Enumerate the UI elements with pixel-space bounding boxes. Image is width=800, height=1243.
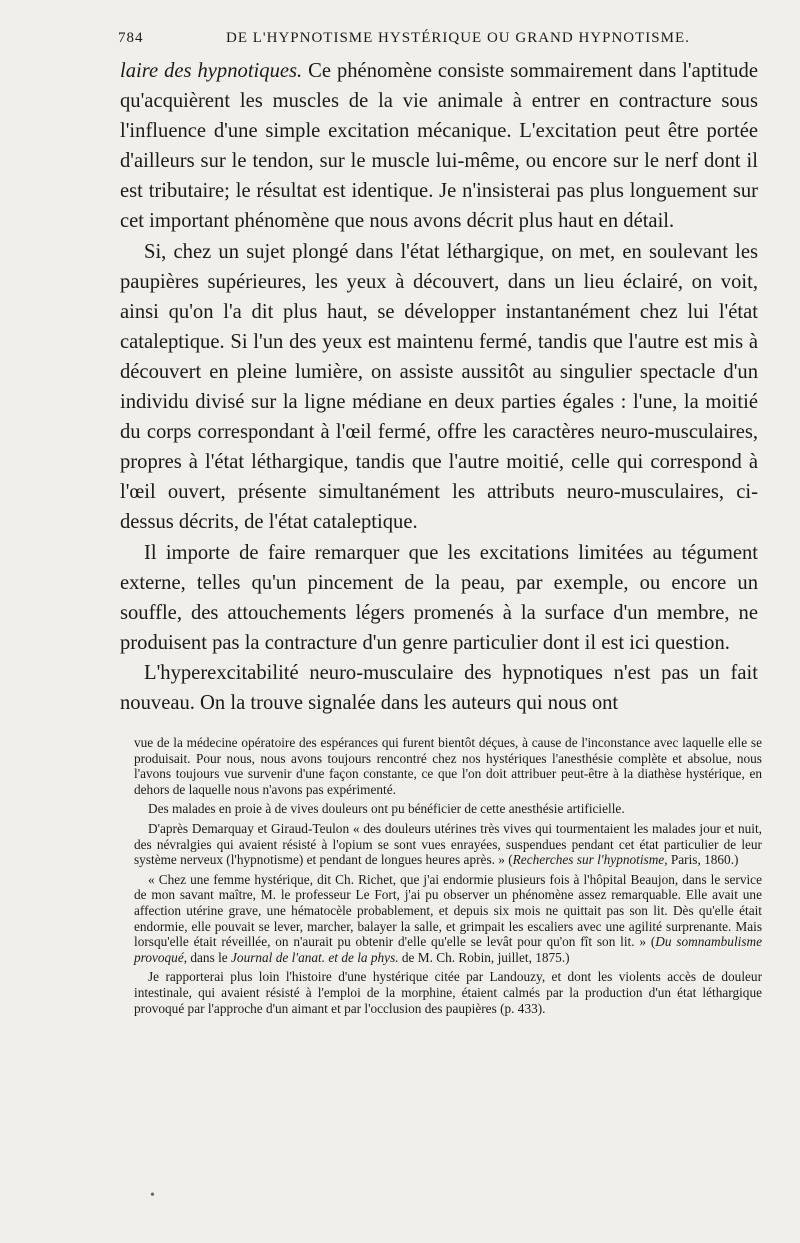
footnote-paragraph <box>134 821 762 868</box>
citation-title: Du somnambulisme provoqué <box>134 934 763 965</box>
footnote-text: de M. Ch. Robin, juillet, 1875.) <box>398 949 570 965</box>
footnote-text: , dans le <box>183 949 232 965</box>
running-head: DE L'HYPNOTISME HYSTÉRIQUE OU GRAND HYPNOTISME. <box>226 30 690 46</box>
main-text <box>120 56 758 718</box>
citation-journal: Journal de l'anat. et de la phys. <box>231 949 399 965</box>
italic-phrase: laire des hypnotiques. <box>120 60 303 82</box>
paragraph: L'hyperexcitabilité neuro-musculaire des hypnotiques n'est pas un fait nouveau. On la trouve signalée dans les auteurs qui nous ont <box>120 661 758 714</box>
paragraph-continued <box>120 56 758 237</box>
stray-mark: • <box>150 1188 155 1203</box>
paragraph: Il importe de faire remarquer que les excitations limitées au tégument externe, telles qu'un pincement de la peau, par exemple, ou encore un souffle, des attouchements légers promenés à la surface d'un membre, ne produisent pas la contracture d'un genre particulier dont il est ici question. <box>120 541 758 654</box>
footnotes <box>134 735 762 1020</box>
footnote-continued: vue de la médecine opératoire des espérances qui furent bientôt déçues, à cause de l'inconstance avec laquelle elle se produisait. Pour nous, nous avons toujours rencontré chez nos hystériques l'anesthésie complète et absolue, nous l'avons toujours vue survenir d'une façon constante, ce que l'on doit attribuer peut-être à la diathèse hystérique, en dehors de laquelle nous n'avons pas expérimenté. <box>134 735 762 797</box>
footnote-text: D'après Demarquay et Giraud-Teulon « des douleurs utérines très vives qui tourmentaient les malades jour et nuit, des névralgies qui avaient résisté à l'opium se sont vues enrayées, suspendues pendant cet état particulier de leur système nerveux (l'hypnotisme) et pendant de longues heures après. » ( <box>134 820 762 868</box>
footnote-paragraph <box>134 872 762 966</box>
paragraph: Si, chez un sujet plongé dans l'état léthargique, on met, en soulevant les paupières supérieures, les yeux à découvert, dans un lieu éclairé, on voit, ainsi qu'on l'a dit plus haut, se développer instantanément chez lui l'état cataleptique. Si l'un des yeux est maintenu fermé, tandis que l'autre est mis à découvert en pleine lumière, on assiste aussitôt au singulier spectacle d'un individu divisé sur la ligne médiane en deux parties égales : l'une, la moitié du corps correspondant à l'œil fermé, offre les caractères neuro-musculaires, propres à l'état léthargique, tandis que l'autre moitié, celle qui correspond à l'œil ouvert, présente simultanément les attributs neuro-musculaires, ci-dessus décrits, de l'état cataleptique. <box>120 240 758 534</box>
footnote-paragraph: Des malades en proie à de vives douleurs ont pu bénéficier de cette anesthésie artificielle. <box>148 801 625 817</box>
footnote-text: , Paris, 1860.) <box>664 852 739 868</box>
footnote-text: « Chez une femme hystérique, dit Ch. Richet, que j'ai endormie plusieurs fois à l'hôpital Beaujon, dans le service de mon savant maître, M. le professeur Le Fort, j'ai pu observer un phénomène assez remarquable. Elle avait une affection utérine grave, une hématocèle probablement, et depuis six mois ne quittait pas son lit. Dès qu'elle était endormie, elle pouvait se lever, marcher, balayer la salle, et grimpait les escaliers avec une agilité surprenante. Mais lorsqu'elle était réveillée, on n'aurait pu obtenir d'elle qu'elle se levât pour qu'on fît son lit. » ( <box>134 871 762 950</box>
paragraph-text: Ce phénomène consiste sommairement dans l'aptitude qu'acquièrent les muscles de la vie animale à entrer en contracture sous l'influence d'une simple excitation mécanique. L'excitation peut être portée d'ailleurs sur le tendon, sur le muscle lui-même, ou encore sur le nerf dont il est tributaire; le résultat est identique. Je n'insisterai pas plus longuement sur cet important phénomène que nous avons décrit plus haut en détail. <box>120 60 758 233</box>
citation-title: Recherches sur l'hypnotisme <box>512 852 665 868</box>
page-header <box>118 30 758 54</box>
footnote-paragraph: Je rapporterai plus loin l'histoire d'une hystérique citée par Landouzy, et dont les violents accès de douleur intestinale, qui avaient résisté à l'emploi de la morphine, étaient calmés par la production d'un état léthargique provoqué par l'approche d'un aimant et par l'occlusion des paupières (p. 433). <box>134 969 762 1016</box>
page-number: 784 <box>118 30 144 46</box>
